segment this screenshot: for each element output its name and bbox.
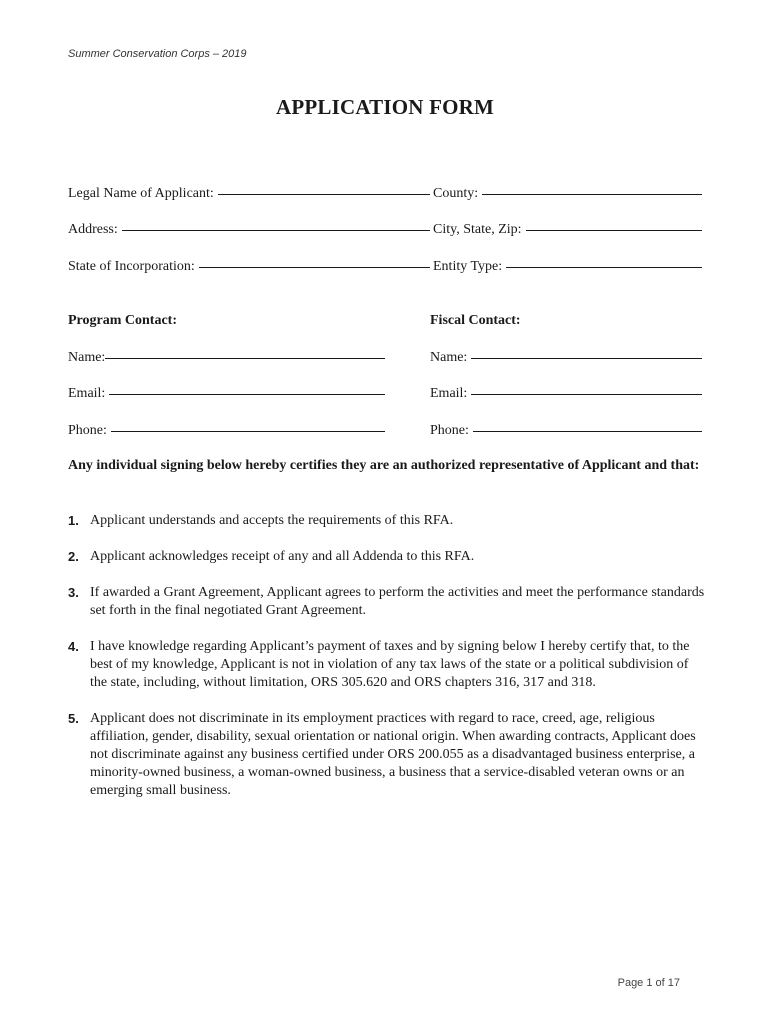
fiscal-contact-email-field[interactable] — [430, 386, 702, 402]
address-label: Address: — [68, 222, 118, 237]
list-item-number: 3. — [68, 585, 79, 600]
fiscal-contact-name-field[interactable] — [430, 350, 702, 366]
state-of-incorporation-label: State of Incorporation: — [68, 259, 195, 274]
address-field[interactable] — [68, 222, 430, 238]
fiscal-contact-name-line[interactable] — [471, 357, 702, 359]
list-item-number: 4. — [68, 639, 79, 654]
entity-type-line[interactable] — [506, 266, 702, 268]
legal-name-field[interactable] — [68, 186, 430, 202]
list-item-number: 2. — [68, 549, 79, 564]
program-contact-name-line[interactable] — [105, 357, 385, 359]
page-title: APPLICATION FORM — [275, 95, 495, 119]
city-state-zip-line[interactable] — [526, 229, 702, 231]
state-of-incorporation-field[interactable] — [68, 259, 430, 275]
address-line[interactable] — [122, 229, 430, 231]
program-contact-email-label: Email: — [68, 386, 106, 401]
certification-list — [68, 512, 708, 818]
program-contact-heading: Program Contact: — [68, 313, 177, 328]
list-item-text: Applicant does not discriminate in its employment practices with regard to race, creed, age, religious affiliation, gender, disability, sexual orientation or national origin. When awarding contracts, Applicant does not discriminate against any business certified under ORS 200.055 as a disadvantaged business enterprise, a minority-owned business, a woman-owned business, a business that a service-disabled veteran owns or an emerging small business. — [90, 711, 696, 798]
program-contact-email-line[interactable] — [109, 393, 385, 395]
program-contact-phone-field[interactable] — [68, 423, 385, 439]
entity-type-label: Entity Type: — [433, 259, 503, 274]
header-note: Summer Conservation Corps – 2019 — [68, 48, 247, 60]
fiscal-contact-name-label: Name: — [430, 350, 468, 365]
list-item — [68, 584, 708, 620]
county-line[interactable] — [482, 193, 702, 195]
fiscal-contact-heading: Fiscal Contact: — [430, 313, 521, 328]
city-state-zip-field[interactable] — [433, 222, 702, 238]
list-item — [68, 710, 708, 800]
list-item-text: I have knowledge regarding Applicant’s payment of taxes and by signing below I hereby certify that, to the best of my knowledge, Applicant is not in violation of any tax laws of the state or a political subdivision of the state, including, without limitation, ORS 305.620 and ORS chapters 316, 317 and 318. — [90, 639, 690, 690]
page-number: Page 1 of 17 — [617, 977, 680, 989]
legal-name-label: Legal Name of Applicant: — [68, 186, 214, 201]
legal-name-line[interactable] — [218, 193, 430, 195]
program-contact-phone-line[interactable] — [111, 430, 385, 432]
fiscal-contact-phone-line[interactable] — [473, 430, 702, 432]
list-item-number: 1. — [68, 513, 79, 528]
county-field[interactable] — [433, 186, 702, 202]
fiscal-contact-phone-field[interactable] — [430, 423, 702, 439]
county-label: County: — [433, 186, 479, 201]
list-item — [68, 638, 708, 692]
city-state-zip-label: City, State, Zip: — [433, 222, 522, 237]
fiscal-contact-email-label: Email: — [430, 386, 468, 401]
program-contact-name-field[interactable] — [68, 350, 385, 366]
program-contact-phone-label: Phone: — [68, 423, 107, 438]
list-item-number: 5. — [68, 711, 79, 726]
program-contact-name-label: Name: — [68, 350, 106, 365]
list-item-text: If awarded a Grant Agreement, Applicant agrees to perform the activities and meet the performance standards set forth in the final negotiated Grant Agreement. — [90, 585, 705, 618]
state-of-incorporation-line[interactable] — [199, 266, 430, 268]
list-item — [68, 548, 708, 566]
list-item-text: Applicant understands and accepts the requirements of this RFA. — [90, 513, 454, 528]
list-item-text: Applicant acknowledges receipt of any and all Addenda to this RFA. — [90, 549, 475, 564]
fiscal-contact-email-line[interactable] — [471, 393, 702, 395]
certification-intro: Any individual signing below hereby certifies they are an authorized representative of Applicant and that: — [68, 458, 700, 473]
list-item — [68, 512, 708, 530]
fiscal-contact-phone-label: Phone: — [430, 423, 469, 438]
program-contact-email-field[interactable] — [68, 386, 385, 402]
entity-type-field[interactable] — [433, 259, 702, 275]
